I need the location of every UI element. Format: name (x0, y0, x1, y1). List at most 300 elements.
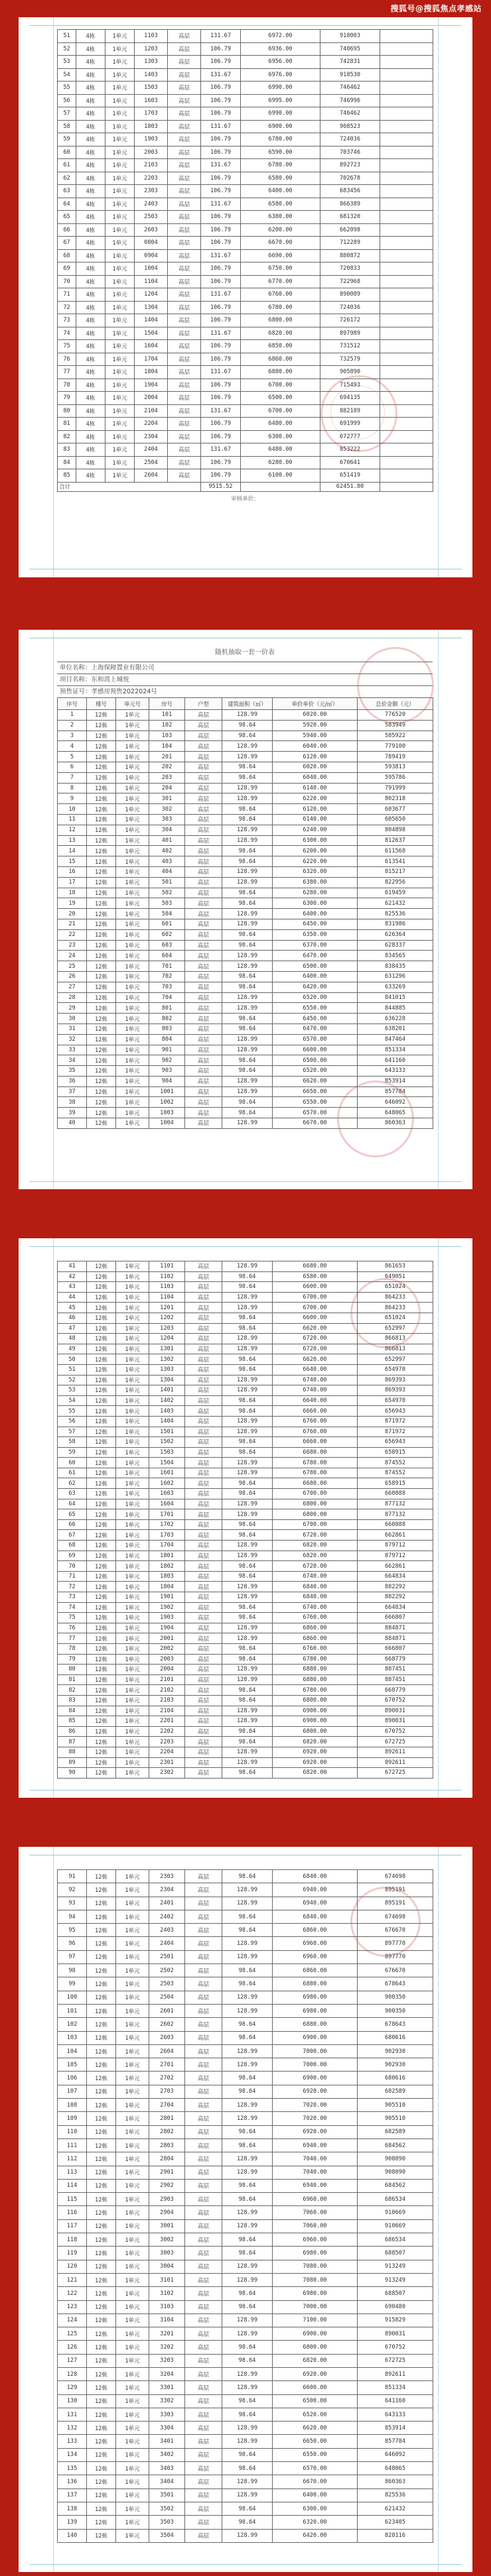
unit-type-cell: 高层 (168, 82, 201, 95)
unit-type-cell: 高层 (168, 56, 201, 69)
floor-area-cell: 98.64 (222, 2300, 273, 2313)
floor-area-cell: 128.99 (222, 992, 273, 1003)
unit-price-cell: 6140.00 (273, 814, 358, 825)
unit-price-cell: 6580.00 (241, 198, 320, 211)
total-price-cell: 853914 (358, 1076, 433, 1086)
unit-type-cell: 高层 (185, 1024, 222, 1034)
row-index-cell: 75 (58, 340, 76, 353)
building-cell: 12栋 (87, 951, 116, 961)
floor-area-cell: 128.99 (222, 2475, 273, 2488)
building-cell: 12栋 (87, 1716, 116, 1727)
unit-name: 单位名称：上海保障置业有限公司 (57, 662, 433, 673)
unit-price-cell: 6860.00 (273, 1623, 358, 1633)
unit-price-cell: 7000.00 (273, 2300, 358, 2313)
unit-type-cell: 高层 (168, 469, 201, 483)
unit-cell: 1单元 (105, 198, 135, 211)
total-price-cell: 682589 (358, 2085, 433, 2098)
table-row (58, 731, 433, 741)
room-number-cell: 3504 (149, 2529, 185, 2542)
unit-price-cell: 5920.00 (273, 720, 358, 731)
building-cell: 12栋 (87, 1344, 116, 1354)
row-index-cell: 52 (58, 42, 76, 56)
unit-price-cell: 6740.00 (273, 1375, 358, 1385)
floor-area-cell: 128.99 (222, 1458, 273, 1468)
floor-area-cell: 128.99 (222, 752, 273, 762)
floor-area-cell: 106.79 (201, 340, 241, 353)
blank-cell (380, 443, 433, 457)
unit-cell: 1单元 (116, 1910, 149, 1923)
building-cell: 12栋 (87, 1737, 116, 1747)
unit-price-cell: 6780.00 (273, 1468, 358, 1478)
row-index-cell: 124 (58, 2313, 87, 2327)
unit-type-cell: 高层 (168, 146, 201, 159)
unit-cell: 1单元 (116, 2448, 149, 2461)
row-index-cell: 69 (58, 1551, 87, 1561)
floor-area-cell: 128.99 (222, 1375, 273, 1385)
building-cell: 12栋 (87, 1313, 116, 1323)
floor-area-cell: 98.64 (222, 1924, 273, 1937)
unit-price-cell: 6420.00 (273, 982, 358, 992)
row-index-cell: 86 (58, 1726, 87, 1737)
building-cell: 12栋 (87, 919, 116, 929)
unit-type-cell: 高层 (185, 1654, 222, 1665)
floor-area-cell: 98.64 (222, 1108, 273, 1118)
table-row (58, 1623, 433, 1633)
unit-cell: 1单元 (116, 2488, 149, 2502)
row-index-cell: 83 (58, 443, 76, 457)
unit-price-cell: 6960.00 (273, 2193, 358, 2206)
room-number-cell: 1903 (149, 1613, 185, 1623)
row-index-cell: 73 (58, 1592, 87, 1603)
room-number-cell: 1203 (149, 1323, 185, 1334)
row-index-cell: 74 (58, 1602, 87, 1613)
unit-price-cell: 6620.00 (273, 1354, 358, 1365)
room-number-cell: 0804 (135, 237, 168, 250)
floor-area-cell: 98.64 (222, 762, 273, 772)
unit-price-cell: 6650.00 (273, 1086, 358, 1097)
room-number-cell: 2001 (149, 1633, 185, 1644)
room-number-cell: 2603 (149, 2031, 185, 2044)
row-index-cell: 56 (58, 1416, 87, 1427)
row-index-cell: 64 (58, 198, 76, 211)
unit-cell: 1单元 (116, 846, 149, 856)
table-row (58, 1045, 433, 1055)
building-cell: 12栋 (87, 1334, 116, 1344)
unit-type-cell: 高层 (185, 1924, 222, 1937)
building-cell: 12栋 (87, 710, 116, 721)
table-row (58, 741, 433, 752)
room-number-cell: 801 (149, 1003, 185, 1014)
building-cell: 12栋 (87, 866, 116, 877)
unit-type-cell: 高层 (168, 159, 201, 172)
unit-price-cell: 6200.00 (273, 846, 358, 856)
room-number-cell: 1503 (135, 82, 168, 95)
floor-area-cell: 98.64 (222, 982, 273, 992)
row-index-cell: 83 (58, 1695, 87, 1706)
building-cell: 12栋 (87, 1437, 116, 1448)
table-row (58, 1519, 433, 1530)
row-index-cell: 44 (58, 1292, 87, 1303)
table-row (58, 172, 433, 185)
row-index-cell: 55 (58, 82, 76, 95)
row-index-cell: 16 (58, 866, 87, 877)
table-row (58, 2044, 433, 2058)
building-cell: 12栋 (87, 1977, 116, 1991)
building-cell: 12栋 (87, 2448, 116, 2461)
table-row (58, 1665, 433, 1675)
table-row (58, 1489, 433, 1499)
row-index-cell: 93 (58, 1897, 87, 1910)
row-index-cell: 19 (58, 898, 87, 909)
table-row (58, 2435, 433, 2448)
unit-type-cell: 高层 (168, 353, 201, 366)
floor-area-cell: 98.64 (222, 1489, 273, 1499)
row-index-cell: 38 (58, 1097, 87, 1108)
building-cell: 12栋 (87, 971, 116, 982)
unit-cell: 1单元 (116, 961, 149, 972)
floor-area-cell: 128.99 (222, 1897, 273, 1910)
unit-type-cell: 高层 (185, 1014, 222, 1024)
unit-cell: 1单元 (116, 1633, 149, 1644)
room-number-cell: 1904 (149, 1623, 185, 1633)
row-index-cell: 131 (58, 2408, 87, 2421)
row-index-cell: 120 (58, 2260, 87, 2273)
table-row (58, 2287, 433, 2300)
building-cell: 12栋 (87, 1530, 116, 1541)
unit-type-cell: 高层 (185, 1447, 222, 1458)
floor-area-cell: 98.64 (222, 1323, 273, 1334)
table-row (58, 1654, 433, 1665)
unit-price-cell: 6800.00 (273, 1695, 358, 1706)
room-number-cell: 202 (149, 762, 185, 772)
unit-price-cell: 6700.00 (273, 1303, 358, 1313)
unit-cell: 1单元 (105, 172, 135, 185)
total-price-cell: 633269 (358, 982, 433, 992)
unit-type-cell: 高层 (185, 1282, 222, 1293)
blank-cell (380, 288, 433, 302)
room-number-cell: 3203 (149, 2354, 185, 2367)
unit-cell: 1单元 (116, 741, 149, 752)
floor-area-cell: 106.79 (201, 469, 241, 483)
table-row (58, 846, 433, 856)
floor-area-cell: 128.99 (222, 1118, 273, 1129)
total-price-cell: 857784 (358, 1086, 433, 1097)
table-row (58, 2206, 433, 2219)
unit-cell: 1单元 (116, 1509, 149, 1520)
table-row (58, 951, 433, 961)
table-row (58, 1757, 433, 1768)
unit-price-cell: 6620.00 (273, 1323, 358, 1334)
floor-area-cell: 106.79 (201, 223, 241, 237)
building-cell: 12栋 (87, 2327, 116, 2341)
floor-area-cell: 106.79 (201, 82, 241, 95)
row-index-cell: 26 (58, 971, 87, 982)
unit-cell: 1单元 (116, 2408, 149, 2421)
building-cell: 12栋 (87, 2072, 116, 2085)
room-number-cell: 804 (149, 1034, 185, 1045)
unit-price-cell: 6670.00 (241, 237, 320, 250)
room-number-cell: 802 (149, 1014, 185, 1024)
unit-type-cell: 高层 (185, 2516, 222, 2529)
unit-price-cell: 6956.00 (241, 56, 320, 69)
building-cell: 4栋 (76, 353, 105, 366)
total-price-cell: 882292 (358, 1582, 433, 1592)
row-index-cell: 37 (58, 1086, 87, 1097)
presale-permit: 预售证号：孝感房预售2022024号 (57, 685, 433, 697)
table-row (58, 56, 433, 69)
floor-area-cell: 128.99 (222, 1883, 273, 1897)
unit-type-cell: 高层 (185, 1334, 222, 1344)
total-price-cell: 643133 (358, 2408, 433, 2421)
unit-cell: 1单元 (116, 1282, 149, 1293)
row-index-cell: 78 (58, 379, 76, 392)
total-row (58, 482, 433, 491)
unit-type-cell: 高层 (185, 2260, 222, 2273)
floor-area-cell: 98.64 (222, 929, 273, 940)
row-index-cell: 132 (58, 2422, 87, 2435)
unit-price-cell: 6380.00 (273, 877, 358, 888)
unit-type-cell: 高层 (185, 1977, 222, 1991)
room-number-cell: 1102 (149, 1271, 185, 1282)
floor-area-cell: 128.99 (222, 2422, 273, 2435)
building-cell: 12栋 (87, 1282, 116, 1293)
unit-cell: 1单元 (116, 888, 149, 898)
floor-area-cell: 128.99 (222, 1937, 273, 1950)
building-cell: 12栋 (87, 1385, 116, 1396)
unit-cell: 1单元 (116, 1551, 149, 1561)
unit-type-cell: 高层 (185, 1303, 222, 1313)
price-sheet-page-3 (19, 1238, 472, 1798)
total-price-cell: 654970 (358, 1395, 433, 1406)
total-price-cell: 871972 (358, 1427, 433, 1437)
unit-type-cell: 高层 (185, 2072, 222, 2085)
room-number-cell: 1304 (135, 301, 168, 314)
unit-price-cell: 6140.00 (273, 783, 358, 793)
floor-area-cell: 98.64 (222, 2125, 273, 2138)
unit-type-cell: 高层 (185, 1055, 222, 1066)
unit-price-cell: 6990.00 (241, 107, 320, 121)
floor-area-cell: 98.64 (222, 720, 273, 731)
building-cell: 12栋 (87, 2300, 116, 2313)
unit-type-cell: 高层 (185, 1045, 222, 1055)
unit-cell: 1单元 (116, 1014, 149, 1024)
unit-cell: 1单元 (116, 1530, 149, 1541)
total-price-cell: 636228 (358, 1014, 433, 1024)
blank-cell (380, 275, 433, 288)
total-price-cell: 621432 (358, 898, 433, 909)
total-price-cell: 884871 (358, 1633, 433, 1644)
table-row (58, 1977, 433, 1991)
row-index-cell: 65 (58, 211, 76, 224)
table-row (58, 275, 433, 288)
floor-area-cell: 128.99 (222, 1261, 273, 1272)
table-row (58, 1643, 433, 1654)
row-index-cell: 71 (58, 1571, 87, 1582)
room-number-cell: 2803 (149, 2138, 185, 2152)
room-number-cell: 903 (149, 1066, 185, 1077)
floor-area-cell: 128.99 (222, 909, 273, 919)
table-row (58, 1447, 433, 1458)
building-cell: 4栋 (76, 120, 105, 133)
unit-cell: 1单元 (116, 1613, 149, 1623)
unit-price-cell: 6220.00 (273, 793, 358, 804)
row-index-cell: 63 (58, 1489, 87, 1499)
table-row (58, 185, 433, 198)
room-number-cell: 1902 (149, 1602, 185, 1613)
total-price-cell: 670752 (358, 1726, 433, 1737)
blank-cell (380, 82, 433, 95)
table-row (58, 2475, 433, 2488)
building-cell: 4栋 (76, 430, 105, 443)
unit-type-cell: 高层 (185, 1458, 222, 1468)
unit-type-cell: 高层 (185, 1551, 222, 1561)
floor-area-cell: 98.64 (222, 772, 273, 783)
table-row (58, 877, 433, 888)
row-index-cell: 108 (58, 2099, 87, 2112)
building-cell: 12栋 (87, 1571, 116, 1582)
unit-type-cell: 高层 (185, 1375, 222, 1385)
floor-area-cell: 106.79 (201, 301, 241, 314)
unit-cell: 1单元 (116, 1747, 149, 1757)
row-index-cell: 64 (58, 1499, 87, 1509)
room-number-cell: 103 (149, 731, 185, 741)
table-row (58, 68, 433, 82)
total-price-cell: 646092 (358, 2448, 433, 2461)
total-price-cell: 905510 (358, 2112, 433, 2125)
unit-price-cell: 6580.00 (241, 172, 320, 185)
building-cell: 12栋 (87, 1964, 116, 1977)
total-price-cell: 662861 (358, 1530, 433, 1541)
blank-cell (380, 107, 433, 121)
row-index-cell: 72 (58, 1582, 87, 1592)
row-index-cell: 21 (58, 919, 87, 929)
blank-cell (380, 185, 433, 198)
unit-type-cell: 高层 (185, 2125, 222, 2138)
row-index-cell: 138 (58, 2502, 87, 2515)
table-row (58, 1747, 433, 1757)
unit-price-cell: 6700.00 (273, 1292, 358, 1303)
unit-price-cell: 6940.00 (273, 1883, 358, 1897)
table-row (58, 835, 433, 846)
row-index-cell: 65 (58, 1509, 87, 1520)
unit-cell: 1单元 (116, 1924, 149, 1937)
floor-area-cell: 98.64 (222, 2247, 273, 2260)
room-number-cell: 403 (149, 856, 185, 867)
unit-price-cell: 6780.00 (273, 1654, 358, 1665)
row-index-cell: 92 (58, 1883, 87, 1897)
building-cell: 12栋 (87, 1108, 116, 1118)
unit-cell: 1单元 (105, 146, 135, 159)
unit-type-cell: 高层 (185, 1950, 222, 1963)
building-cell: 12栋 (87, 731, 116, 741)
unit-cell: 1单元 (105, 353, 135, 366)
row-index-cell: 30 (58, 1014, 87, 1024)
total-price-cell: 613541 (358, 856, 433, 867)
unit-cell: 1单元 (116, 919, 149, 929)
unit-cell: 1单元 (116, 1592, 149, 1603)
table-row (58, 301, 433, 314)
unit-cell: 1单元 (116, 2179, 149, 2192)
table-row (58, 929, 433, 940)
unit-price-cell: 6500.00 (273, 1055, 358, 1066)
floor-area-cell: 98.64 (222, 1613, 273, 1623)
table-row (58, 2327, 433, 2341)
building-cell: 12栋 (87, 1489, 116, 1499)
row-index-cell: 14 (58, 846, 87, 856)
unit-type-cell: 高层 (185, 2112, 222, 2125)
unit-type-cell: 高层 (185, 929, 222, 940)
unit-cell: 1单元 (116, 1737, 149, 1747)
table-row (58, 2058, 433, 2072)
building-cell: 12栋 (87, 1416, 116, 1427)
floor-area-cell: 131.67 (201, 288, 241, 302)
unit-cell: 1单元 (116, 1118, 149, 1129)
official-seal (350, 1278, 421, 1348)
unit-type-cell: 高层 (168, 314, 201, 327)
total-price-cell: 603677 (358, 804, 433, 815)
total-price-cell: 902930 (358, 2044, 433, 2058)
total-price-cell: 683456 (320, 185, 380, 198)
building-cell: 12栋 (87, 2247, 116, 2260)
unit-price-cell: 6500.00 (273, 2394, 358, 2408)
unit-price-cell: 6920.00 (273, 1757, 358, 1768)
unit-price-cell: 7040.00 (273, 2166, 358, 2179)
unit-price-cell: 6120.00 (273, 752, 358, 762)
unit-price-cell: 6700.00 (273, 1519, 358, 1530)
unit-cell: 1单元 (105, 404, 135, 418)
unit-price-cell: 6800.00 (273, 1499, 358, 1509)
row-index-cell: 51 (58, 1364, 87, 1375)
official-seal (357, 647, 434, 724)
room-number-cell: 2801 (149, 2112, 185, 2125)
unit-cell: 1单元 (116, 1478, 149, 1489)
unit-cell: 1单元 (116, 2247, 149, 2260)
unit-price-cell: 6980.00 (273, 2004, 358, 2017)
row-index-cell: 1 (58, 710, 87, 721)
total-price-cell: 853222 (320, 443, 380, 457)
unit-cell: 1单元 (116, 2529, 149, 2542)
room-number-cell: 1402 (149, 1395, 185, 1406)
building-cell: 12栋 (87, 1592, 116, 1603)
unit-price-cell: 6650.00 (273, 2435, 358, 2448)
unit-type-cell: 高层 (185, 1623, 222, 1633)
building-cell: 12栋 (87, 1014, 116, 1024)
room-number-cell: 704 (149, 992, 185, 1003)
total-price-cell: 913249 (358, 2273, 433, 2286)
unit-type-cell: 高层 (185, 2381, 222, 2394)
total-price-cell: 879712 (358, 1541, 433, 1551)
total-price-cell: 724036 (320, 133, 380, 146)
unit-price-cell: 6100.00 (241, 469, 320, 483)
unit-type-cell: 高层 (185, 2462, 222, 2475)
row-index-cell: 3 (58, 731, 87, 741)
unit-type-cell: 高层 (185, 2179, 222, 2192)
room-number-cell: 2103 (135, 159, 168, 172)
row-index-cell: 10 (58, 804, 87, 815)
room-number-cell: 402 (149, 846, 185, 856)
total-price-cell: 678643 (358, 2018, 433, 2031)
building-cell: 12栋 (87, 1261, 116, 1272)
total-price-cell: 831986 (358, 919, 433, 929)
building-cell: 4栋 (76, 68, 105, 82)
unit-cell: 1单元 (116, 856, 149, 867)
building-cell: 12栋 (87, 1602, 116, 1613)
table-row (58, 1991, 433, 2004)
table-row (58, 2462, 433, 2475)
table-row (58, 2488, 433, 2502)
building-cell: 12栋 (87, 1468, 116, 1478)
row-index-cell: 123 (58, 2300, 87, 2313)
